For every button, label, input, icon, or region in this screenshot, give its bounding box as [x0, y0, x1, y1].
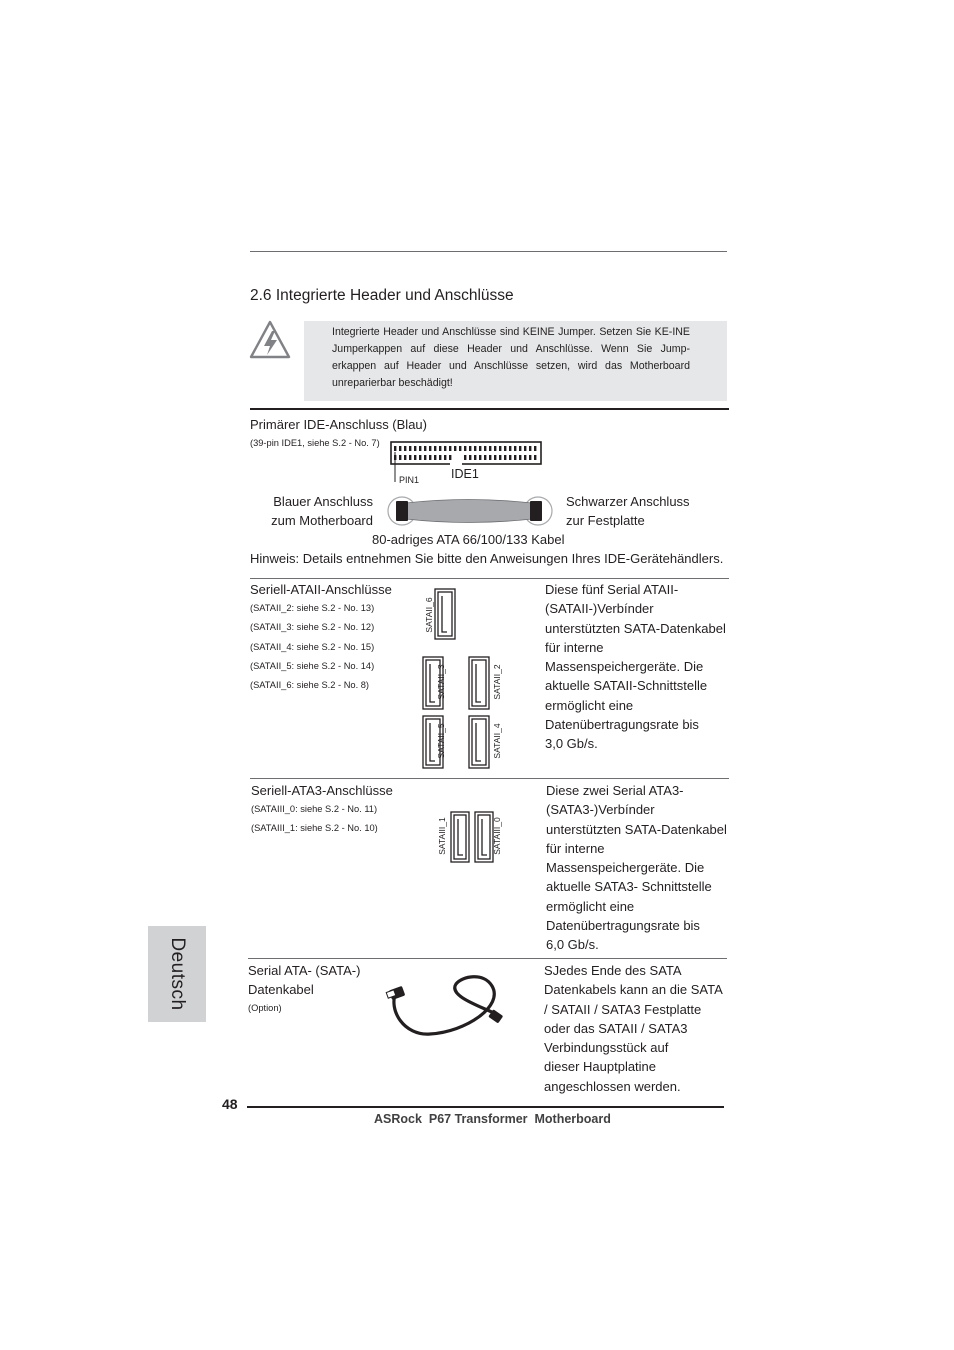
- sata3-0-label: SATAIII_0: [492, 817, 502, 855]
- cable-desc-line: / SATAII / SATA3 Festplatte: [544, 1001, 702, 1017]
- sata2-3-label: SATAII_3: [436, 664, 446, 700]
- sata3-1-label: SATAIII_1: [437, 817, 447, 855]
- sata3-ref-1: (SATAIII_1: siehe S.2 - No. 10): [251, 823, 378, 834]
- sata2-5-label: SATAII_5: [436, 723, 446, 759]
- sata2-ref-4: (SATAII_4: siehe S.2 - No. 15): [250, 641, 375, 652]
- sata2-6-label: SATAII_6: [424, 597, 434, 633]
- sata3-desc-line: für interne: [546, 840, 605, 856]
- ide-cable-label: 80-adriges ATA 66/100/133 Kabel: [372, 532, 565, 547]
- sata3-desc-line: (SATA3-)Verbínder: [546, 802, 655, 818]
- sata3-title: Seriell-ATA3-Anschlüsse: [251, 783, 393, 798]
- rule-cable: [248, 958, 727, 959]
- black-connector-label-2: zur Festplatte: [566, 513, 645, 528]
- cable-title-2: Datenkabel: [248, 982, 314, 997]
- sata3-desc-line: unterstützten SATA-Datenkabel: [546, 821, 727, 837]
- black-connector-label-1: Schwarzer Anschluss: [566, 494, 690, 509]
- cable-description: [544, 961, 723, 1096]
- warning-rule: [250, 408, 729, 410]
- language-tab-label: Deutsch: [167, 937, 188, 1011]
- sata2-desc-line: Diese fünf Serial ATAII-: [545, 582, 679, 597]
- sata2-desc-line: 3,0 Gb/s.: [545, 736, 598, 752]
- cable-desc-line: Datenkabels kann an die SATA: [544, 982, 723, 998]
- cable-title-1: Serial ATA- (SATA-): [248, 963, 361, 978]
- sata2-refs: [250, 599, 374, 695]
- sata2-desc-line: unterstützten SATA-Datenkabel: [545, 620, 726, 636]
- sata3-ports-diagram: [450, 810, 496, 866]
- ide-title: Primärer IDE-Anschluss (Blau): [250, 417, 427, 432]
- sata2-description: [545, 580, 726, 754]
- sata2-ref-6: (SATAII_6: siehe S.2 - No. 8): [250, 680, 370, 691]
- rule-sata2: [250, 578, 729, 579]
- footer-title: ASRock P67 Transformer Motherboard: [374, 1112, 611, 1126]
- cable-desc-line: Verbindungsstück auf: [544, 1040, 669, 1056]
- ide-note: Hinweis: Details entnehmen Sie bitte den Anweisungen Ihres IDE-Gerätehändlers.: [250, 551, 724, 566]
- cable-desc-line: oder das SATAII / SATA3: [544, 1020, 688, 1036]
- ide-cable-icon: [378, 492, 556, 530]
- sata3-refs: [251, 800, 378, 839]
- language-tab: [148, 926, 206, 1022]
- warning-icon: [248, 319, 292, 361]
- sata3-desc-line: ermöglicht eine: [546, 898, 635, 914]
- blue-connector-label-2: zum Motherboard: [271, 513, 373, 528]
- sata-cable-icon: [384, 964, 512, 1040]
- section-title: 2.6 Integrierte Header und Anschlüsse: [250, 287, 514, 304]
- blue-connector-label-1: Blauer Anschluss: [273, 494, 373, 509]
- cable-option: (Option): [248, 1003, 282, 1013]
- cable-desc-line: angeschlossen werden.: [544, 1078, 681, 1094]
- sata2-ref-2: (SATAII_2: siehe S.2 - No. 13): [250, 603, 375, 613]
- sata2-desc-line: (SATAII-)Verbínder: [545, 601, 654, 617]
- cable-desc-line: SJedes Ende des SATA: [544, 963, 682, 978]
- footer-rule: [247, 1106, 724, 1108]
- sata3-ref-0: (SATAIII_0: siehe S.2 - No. 11): [251, 804, 378, 814]
- sata2-desc-line: Massenspeichergeräte. Die: [545, 659, 704, 675]
- sata2-desc-line: für interne: [545, 639, 604, 655]
- sata2-desc-line: Datenübertragungsrate bis: [545, 717, 699, 733]
- sata2-2-label: SATAII_2: [492, 664, 502, 700]
- top-rule: [250, 251, 727, 252]
- ide-ref: (39-pin IDE1, siehe S.2 - No. 7): [250, 438, 380, 448]
- warning-text: Integrierte Header und Anschlüsse sind KEINE Jumper. Setzen Sie KE-INE Jumperkappen auf diese Header und Anschlüsse. Wenn Sie Jump-erkappen auf Header und Anschlüsse setzen, wird das Motherboard unreparierbar beschädigt!: [332, 326, 690, 389]
- sata2-desc-line: ermöglicht eine: [545, 697, 634, 713]
- sata3-desc-line: Massenspeichergeräte. Die: [546, 860, 705, 876]
- ide-diagram-label: IDE1: [451, 467, 479, 481]
- rule-sata3: [250, 778, 729, 779]
- sata3-description: [546, 781, 727, 955]
- sata2-title: Seriell-ATAII-Anschlüsse: [250, 582, 392, 597]
- sata2-4-label: SATAII_4: [492, 723, 502, 759]
- sata3-desc-line: aktuelle SATA3- Schnittstelle: [546, 879, 712, 895]
- sata2-desc-line: aktuelle SATAII-Schnittstelle: [545, 678, 708, 694]
- pin1-label: PIN1: [399, 475, 420, 485]
- sata2-ref-5: (SATAII_5: siehe S.2 - No. 14): [250, 660, 375, 671]
- cable-desc-line: dieser Hauptplatine: [544, 1059, 657, 1075]
- sata3-desc-line: Datenübertragungsrate bis: [546, 918, 700, 934]
- page-number: 48: [222, 1096, 238, 1112]
- sata3-desc-line: Diese zwei Serial ATA3-: [546, 783, 684, 798]
- sata3-desc-line: 6,0 Gb/s.: [546, 937, 599, 953]
- sata2-ref-3: (SATAII_3: siehe S.2 - No. 12): [250, 622, 375, 633]
